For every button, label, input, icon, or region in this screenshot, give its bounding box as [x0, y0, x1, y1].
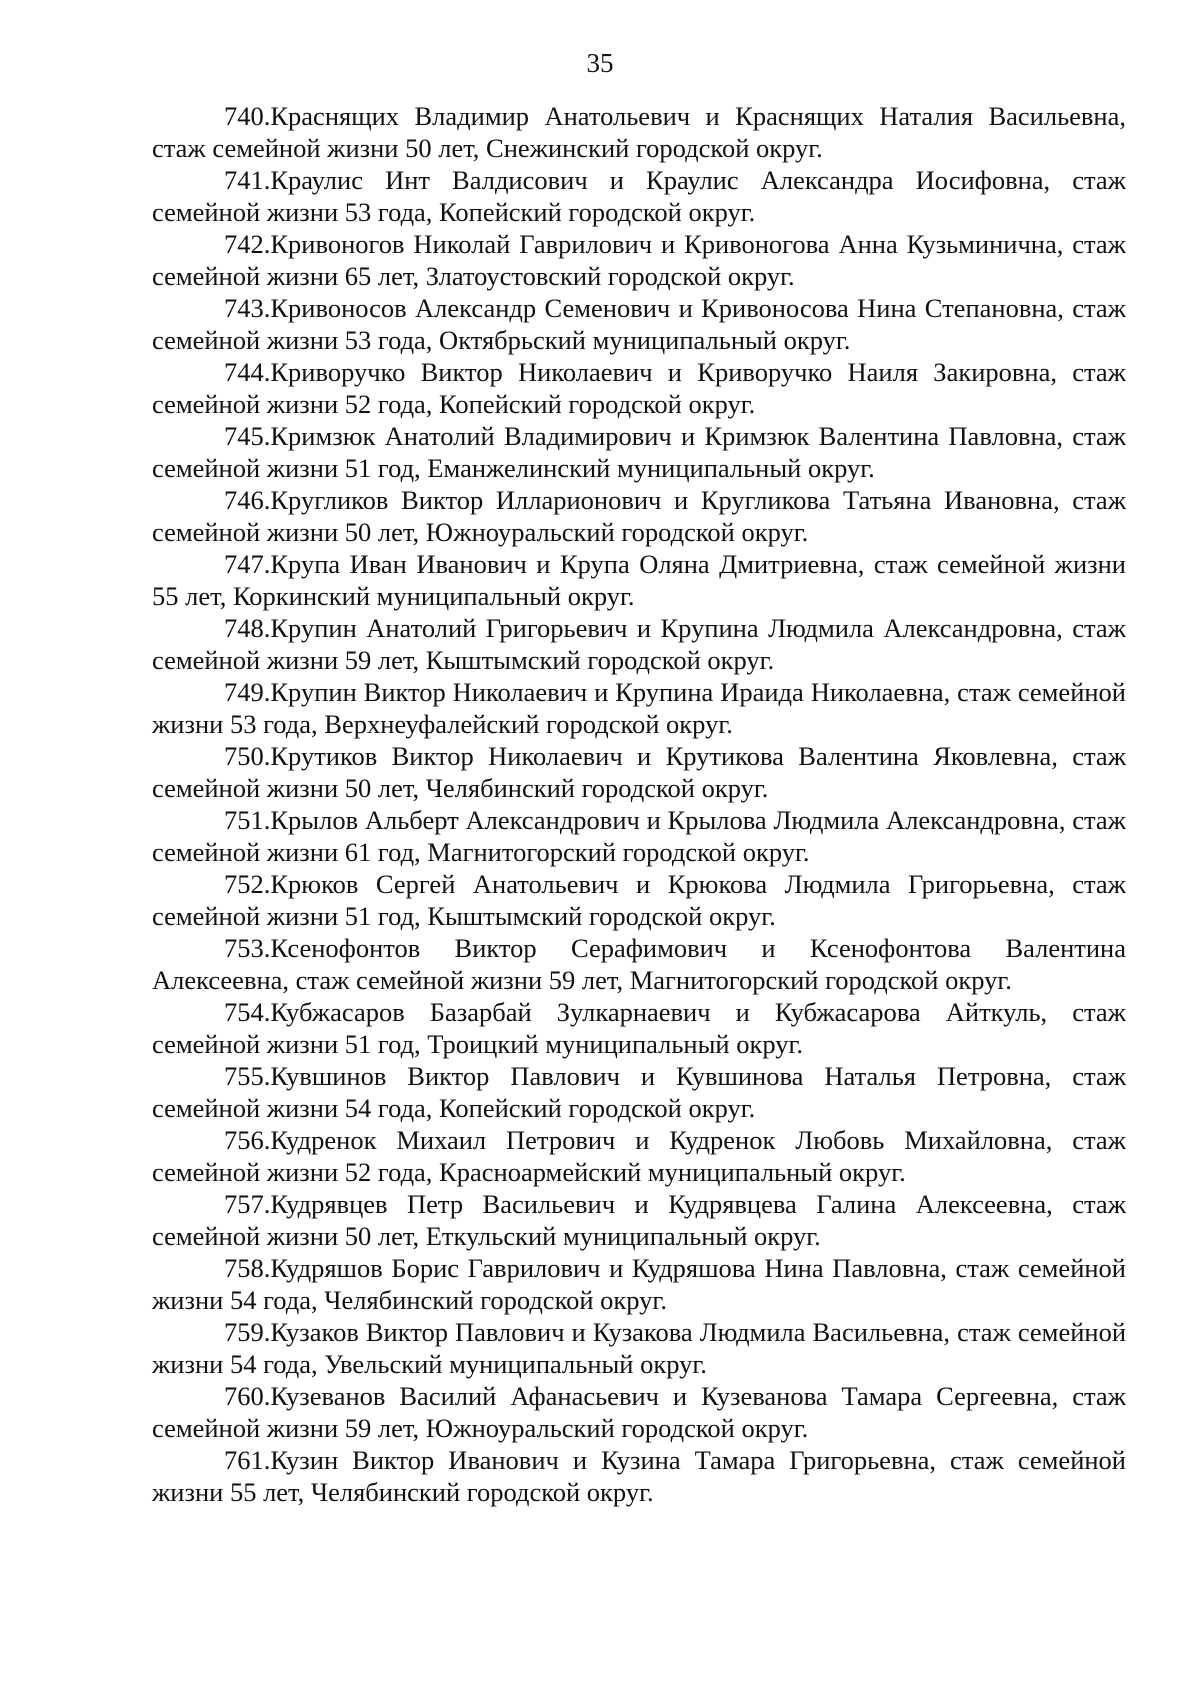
list-item — [152, 612, 1126, 676]
list-item — [152, 804, 1126, 868]
page-number: 35 — [586, 48, 614, 78]
entry-number: 757. — [224, 1189, 271, 1219]
entry-number: 754. — [224, 997, 271, 1027]
entry-number: 749. — [224, 677, 271, 707]
entry-number: 753. — [224, 933, 271, 963]
list-item — [152, 1252, 1126, 1316]
entry-text: Крюков Сергей Анатольевич и Крюкова Людмила Григорьевна, стаж семейной жизни 51 год, Кыштымский городской округ. — [152, 869, 1126, 931]
entry-number: 743. — [224, 293, 271, 323]
list-item — [152, 1060, 1126, 1124]
entry-number: 755. — [224, 1061, 271, 1091]
list-item — [152, 164, 1126, 228]
entry-number: 742. — [224, 229, 271, 259]
list-item — [152, 100, 1126, 164]
entry-text: Кривоносов Александр Семенович и Кривоносова Нина Степановна, стаж семейной жизни 53 года, Октябрьский муниципальный округ. — [152, 293, 1126, 355]
entry-number: 741. — [224, 165, 271, 195]
list-item — [152, 356, 1126, 420]
entry-text: Крупин Виктор Николаевич и Крупина Ираида Николаевна, стаж семейной жизни 53 года, Верхнеуфалейский городской округ. — [152, 677, 1126, 739]
list-item — [152, 1316, 1126, 1380]
entry-number: 744. — [224, 357, 271, 387]
list-item — [152, 548, 1126, 612]
entry-text: Краулис Инт Валдисович и Краулис Александра Иосифовна, стаж семейной жизни 53 года, Копейский городской округ. — [152, 165, 1126, 227]
list-item — [152, 740, 1126, 804]
entry-text: Кузин Виктор Иванович и Кузина Тамара Григорьевна, стаж семейной жизни 55 лет, Челябинский городской округ. — [152, 1445, 1126, 1507]
list-item — [152, 420, 1126, 484]
list-item — [152, 932, 1126, 996]
list-item — [152, 228, 1126, 292]
entry-text: Кривоногов Николай Гаврилович и Кривоногова Анна Кузьминична, стаж семейной жизни 65 лет, Златоустовский городской округ. — [152, 229, 1126, 291]
entry-number: 758. — [224, 1253, 271, 1283]
list-item — [152, 996, 1126, 1060]
entry-text: Кувшинов Виктор Павлович и Кувшинова Наталья Петровна, стаж семейной жизни 54 года, Копейский городской округ. — [152, 1061, 1126, 1123]
list-item — [152, 1188, 1126, 1252]
entry-number: 752. — [224, 869, 271, 899]
entry-text: Крутиков Виктор Николаевич и Крутикова Валентина Яковлевна, стаж семейной жизни 50 лет, Челябинский городской округ. — [152, 741, 1126, 803]
list-item — [152, 292, 1126, 356]
entry-number: 760. — [224, 1381, 271, 1411]
entry-text: Кудряшов Борис Гаврилович и Кудряшова Нина Павловна, стаж семейной жизни 54 года, Челябинский городской округ. — [152, 1253, 1126, 1315]
entry-text: Крупин Анатолий Григорьевич и Крупина Людмила Александровна, стаж семейной жизни 59 лет, Кыштымский городской округ. — [152, 613, 1126, 675]
entry-number: 746. — [224, 485, 271, 515]
entry-text: Крылов Альберт Александрович и Крылова Людмила Александровна, стаж семейной жизни 61 год, Магнитогорский городской округ. — [152, 805, 1126, 867]
entry-text: Краснящих Владимир Анатольевич и Краснящих Наталия Васильевна, стаж семейной жизни 50 лет, Снежинский городской округ. — [152, 101, 1126, 163]
list-item — [152, 1444, 1126, 1508]
entry-text: Ксенофонтов Виктор Серафимович и Ксенофонтова Валентина Алексеевна, стаж семейной жизни 59 лет, Магнитогорский городской округ. — [152, 933, 1126, 995]
entry-number: 748. — [224, 613, 271, 643]
list-item — [152, 484, 1126, 548]
entry-text: Кругликов Виктор Илларионович и Кругликова Татьяна Ивановна, стаж семейной жизни 50 лет, Южноуральский городской округ. — [152, 485, 1126, 547]
entry-list — [152, 100, 1126, 1508]
entry-number: 740. — [224, 101, 271, 131]
entry-number: 745. — [224, 421, 271, 451]
list-item — [152, 868, 1126, 932]
entry-text: Крупа Иван Иванович и Крупа Оляна Дмитриевна, стаж семейной жизни 55 лет, Коркинский муниципальный округ. — [152, 549, 1126, 611]
list-item — [152, 1124, 1126, 1188]
entry-text: Кримзюк Анатолий Владимирович и Кримзюк Валентина Павловна, стаж семейной жизни 51 год, Еманжелинский муниципальный округ. — [152, 421, 1126, 483]
entry-number: 756. — [224, 1125, 271, 1155]
entry-number: 759. — [224, 1317, 271, 1347]
list-item — [152, 1380, 1126, 1444]
entry-number: 751. — [224, 805, 271, 835]
entry-text: Кубжасаров Базарбай Зулкарнаевич и Кубжасарова Айткуль, стаж семейной жизни 51 год, Троицкий муниципальный округ. — [152, 997, 1126, 1059]
entry-text: Кузеванов Василий Афанасьевич и Кузеванова Тамара Сергеевна, стаж семейной жизни 59 лет, Южноуральский городской округ. — [152, 1381, 1126, 1443]
entry-number: 750. — [224, 741, 271, 771]
entry-number: 761. — [224, 1445, 271, 1475]
entry-text: Кузаков Виктор Павлович и Кузакова Людмила Васильевна, стаж семейной жизни 54 года, Увельский муниципальный округ. — [152, 1317, 1126, 1379]
entry-text: Кудрявцев Петр Васильевич и Кудрявцева Галина Алексеевна, стаж семейной жизни 50 лет, Еткульский муниципальный округ. — [152, 1189, 1126, 1251]
list-item — [152, 676, 1126, 740]
entry-text: Кудренок Михаил Петрович и Кудренок Любовь Михайловна, стаж семейной жизни 52 года, Красноармейский муниципальный округ. — [152, 1125, 1126, 1187]
entry-number: 747. — [224, 549, 271, 579]
entry-text: Криворучко Виктор Николаевич и Криворучко Наиля Закировна, стаж семейной жизни 52 года, Копейский городской округ. — [152, 357, 1126, 419]
